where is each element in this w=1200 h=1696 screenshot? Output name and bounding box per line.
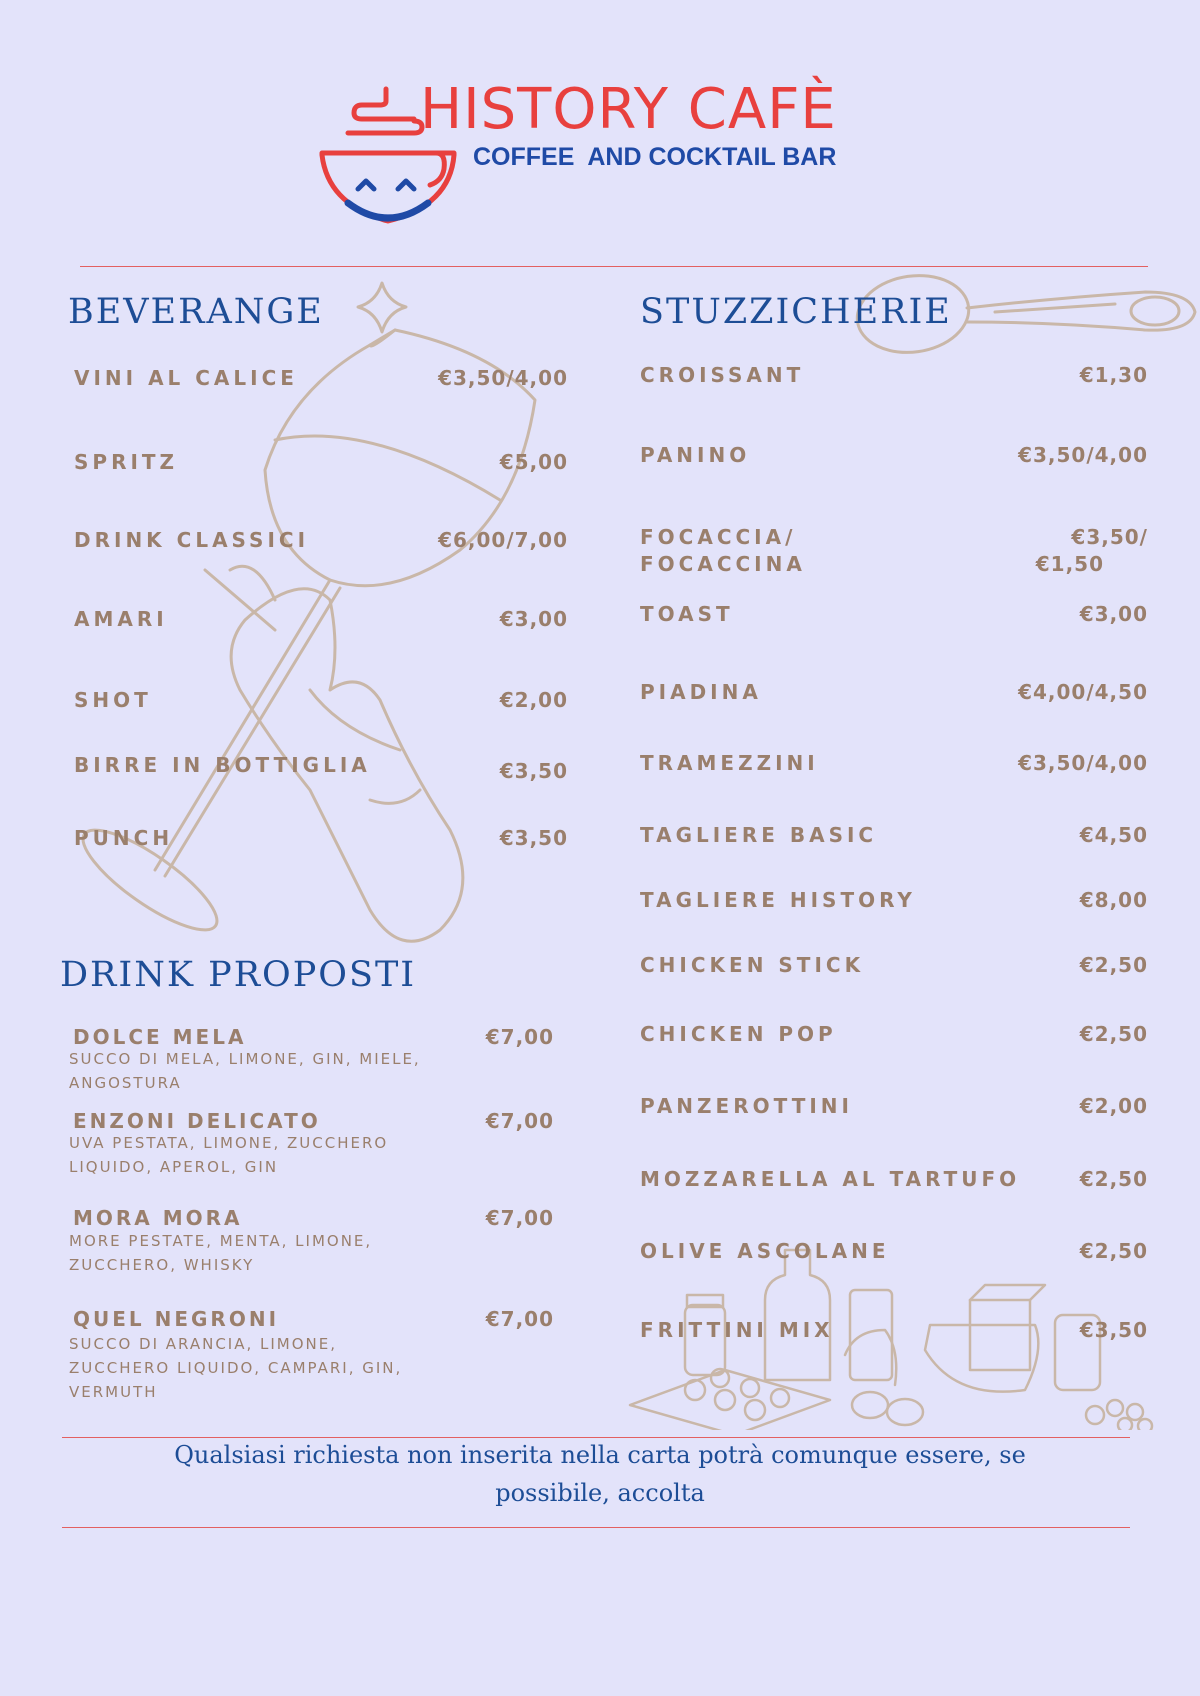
item-price: €2,00 — [1079, 1094, 1148, 1118]
item-name: CHICKEN POP — [640, 1022, 837, 1046]
drink-description: MORE PESTATE, MENTA, LIMONE, ZUCCHERO, WHISKY — [69, 1232, 373, 1274]
item-name: FOCACCIA/ — [640, 525, 797, 549]
item-name: PUNCH — [74, 826, 174, 850]
item-name: MOZZARELLA AL TARTUFO — [640, 1167, 1021, 1191]
item-price: €3,00 — [1079, 602, 1148, 626]
item-price: €1,30 — [1079, 363, 1148, 387]
item-price: €5,00 — [499, 450, 568, 474]
brand-tagline: COFFEE AND COCKTAIL BAR — [473, 143, 837, 171]
item-price: €3,00 — [499, 607, 568, 631]
drink-description: SUCCO DI ARANCIA, LIMONE, ZUCCHERO LIQUIDO, CAMPARI, GIN, VERMUTH — [69, 1335, 403, 1401]
section-title-drink-proposti: DRINK PROPOSTI — [60, 955, 417, 995]
item-name: SHOT — [74, 688, 152, 712]
item-name: OLIVE ASCOLANE — [640, 1239, 890, 1263]
item-price: €3,50 — [499, 826, 568, 850]
item-name: AMARI — [74, 607, 168, 631]
item-name: TAGLIERE BASIC — [640, 823, 878, 847]
item-price: €4,00/4,50 — [1018, 680, 1148, 704]
drink-name: QUEL NEGRONI — [73, 1307, 280, 1331]
item-name: TRAMEZZINI — [640, 751, 819, 775]
footer-note: Qualsiasi richiesta non inserita nella carta potrà comunque essere, se possibile, accolta — [174, 1441, 1026, 1507]
brand-name: HISTORY CAFÈ — [420, 77, 837, 142]
item-price: €3,50/4,00 — [1018, 751, 1148, 775]
footer-divider-bottom — [62, 1527, 1130, 1528]
drink-price: €7,00 — [485, 1109, 554, 1133]
item-price: €6,00/7,00 — [438, 528, 568, 552]
item-price-line2: €1,50 — [1035, 552, 1104, 576]
item-name: TOAST — [640, 602, 734, 626]
item-price: €3,50/ — [1071, 525, 1148, 549]
item-name-line2: FOCACCINA — [640, 552, 806, 576]
drink-description: UVA PESTATA, LIMONE, ZUCCHERO LIQUIDO, APEROL, GIN — [69, 1134, 389, 1176]
item-price: €2,50 — [1079, 1167, 1148, 1191]
item-name: PANINO — [640, 443, 751, 467]
item-name: PIADINA — [640, 680, 762, 704]
item-price: €3,50 — [499, 759, 568, 783]
drink-price: €7,00 — [485, 1206, 554, 1230]
item-name: CHICKEN STICK — [640, 953, 865, 977]
section-title-beverange: BEVERANGE — [68, 292, 324, 332]
item-name: SPRITZ — [74, 450, 179, 474]
item-price: €3,50/4,00 — [438, 366, 568, 390]
item-price: €3,50/4,00 — [1018, 443, 1148, 467]
item-name: BIRRE IN BOTTIGLIA — [74, 753, 371, 777]
item-price: €8,00 — [1079, 888, 1148, 912]
drink-description: SUCCO DI MELA, LIMONE, GIN, MIELE, ANGOSTURA — [69, 1050, 421, 1092]
item-name: VINI AL CALICE — [74, 366, 298, 390]
item-name: FRITTINI MIX — [640, 1318, 834, 1342]
drink-price: €7,00 — [485, 1025, 554, 1049]
item-price: €2,50 — [1079, 953, 1148, 977]
header-divider — [80, 266, 1148, 267]
item-name: PANZEROTTINI — [640, 1094, 853, 1118]
item-price: €4,50 — [1079, 823, 1148, 847]
section-title-stuzzicherie: STUZZICHERIE — [640, 292, 952, 332]
item-price: €3,50 — [1079, 1318, 1148, 1342]
drink-name: MORA MORA — [73, 1206, 243, 1230]
drink-price: €7,00 — [485, 1307, 554, 1331]
drink-name: DOLCE MELA — [73, 1025, 247, 1049]
drink-name: ENZONI DELICATO — [73, 1109, 321, 1133]
item-name: DRINK CLASSICI — [74, 528, 310, 552]
item-price: €2,00 — [499, 688, 568, 712]
item-name: CROISSANT — [640, 363, 805, 387]
item-price: €2,50 — [1079, 1239, 1148, 1263]
item-price: €2,50 — [1079, 1022, 1148, 1046]
item-name: TAGLIERE HISTORY — [640, 888, 916, 912]
